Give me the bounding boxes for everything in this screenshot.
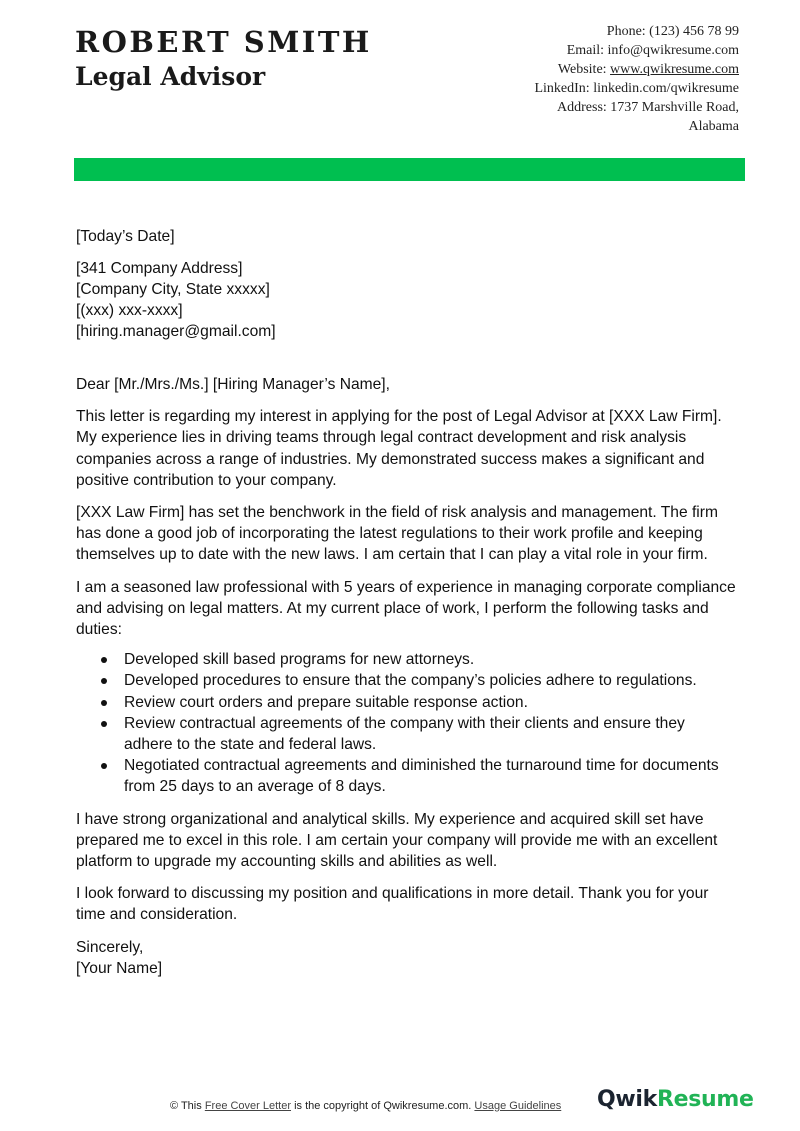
recipient-line: [341 Company Address] xyxy=(76,260,243,277)
copyright-notice xyxy=(170,1099,561,1113)
contact-info xyxy=(534,22,739,136)
website-link[interactable]: www.qwikresume.com xyxy=(610,62,739,77)
paragraph: I have strong organizational and analytical skills. My experience and acquired skill set have prepared me to excel in this role. I am certain your company will provide me with an excellent platform to upgrade my accounting skills and abilities as well. xyxy=(76,810,718,871)
accent-divider xyxy=(74,158,745,181)
duties-list xyxy=(76,649,736,797)
copyright-middle: is the copyright of Qwikresume.com. xyxy=(291,1100,475,1112)
logo-text-resume: Resume xyxy=(657,1087,754,1112)
signoff: Sincerely, xyxy=(76,938,144,956)
bullet-icon xyxy=(101,763,107,769)
copyright-prefix: © This xyxy=(170,1100,205,1112)
duty-item xyxy=(76,692,736,713)
signature-name: [Your Name] xyxy=(76,959,163,977)
duty-text: Negotiated contractual agreements and diminished the turnaround time for documents from 25 days to an average of 8 days. xyxy=(124,757,719,796)
candidate-name: ROBERT SMITH xyxy=(75,25,372,59)
bullet-icon xyxy=(101,721,107,727)
recipient-line: [Company City, State xxxxx] xyxy=(76,281,270,298)
salutation: Dear [Mr./Mrs./Ms.] [Hiring Manager’s Name], xyxy=(76,376,390,393)
logo-text-qwik: Qwik xyxy=(597,1087,657,1112)
bullet-icon xyxy=(101,657,107,663)
paragraph: I look forward to discussing my position and qualifications in more detail. Thank you for your time and consideration. xyxy=(76,885,709,924)
paragraph: I am a seasoned law professional with 5 years of experience in managing corporate compliance and advising on legal matters. At my current place of work, I perform the following tasks and duties: xyxy=(76,578,736,639)
duty-text: Developed procedures to ensure that the company’s policies adhere to regulations. xyxy=(124,672,697,690)
duty-item xyxy=(76,713,736,755)
duty-text: Developed skill based programs for new attorneys. xyxy=(124,651,475,669)
recipient-line: [hiring.manager@gmail.com] xyxy=(76,323,276,340)
date-text: [Today’s Date] xyxy=(76,228,175,245)
job-title: Legal Advisor xyxy=(75,62,266,91)
paragraph: This letter is regarding my interest in applying for the post of Legal Advisor at [XXX Law Firm]. My experience lies in driving teams through legal contract development and risk analysis companies across a range of industries. My demonstrated success makes a significant and positive contribution to your company. xyxy=(76,408,722,489)
duty-item xyxy=(76,755,736,797)
usage-guidelines-link[interactable]: Usage Guidelines xyxy=(474,1100,562,1112)
website-label: Website: xyxy=(557,62,611,77)
free-cover-letter-link[interactable]: Free Cover Letter xyxy=(204,1100,292,1112)
duty-text: Review contractual agreements of the company with their clients and ensure they adhere to the state and federal laws. xyxy=(124,714,685,754)
bullet-icon xyxy=(101,678,107,684)
qwikresume-logo xyxy=(597,1086,754,1114)
contact-address-line1: Address: 1737 Marshville Road, xyxy=(557,100,739,115)
duty-text: Review court orders and prepare suitable response action. xyxy=(124,693,528,711)
contact-address-line2: Alabama xyxy=(688,119,739,134)
contact-website xyxy=(534,60,739,79)
duty-item xyxy=(76,670,736,691)
duty-item xyxy=(76,649,736,670)
recipient-address xyxy=(76,258,736,342)
contact-email: Email: info@qwikresume.com xyxy=(566,43,739,58)
letter-date xyxy=(76,226,736,247)
signature-block xyxy=(76,937,736,979)
contact-phone: Phone: (123) 456 78 99 xyxy=(606,24,739,39)
bullet-icon xyxy=(101,700,107,706)
contact-linkedin: LinkedIn: linkedin.com/qwikresume xyxy=(534,81,739,96)
recipient-line: [(xxx) xxx-xxxx] xyxy=(76,302,183,319)
letter-body xyxy=(76,226,736,990)
paragraph: [XXX Law Firm] has set the benchwork in the field of risk analysis and management. The firm has done a good job of incorporating the latest regulations to their work profile and keeping themselves up to date with the new laws. I am certain that I can play a vital role in your firm. xyxy=(76,504,718,564)
